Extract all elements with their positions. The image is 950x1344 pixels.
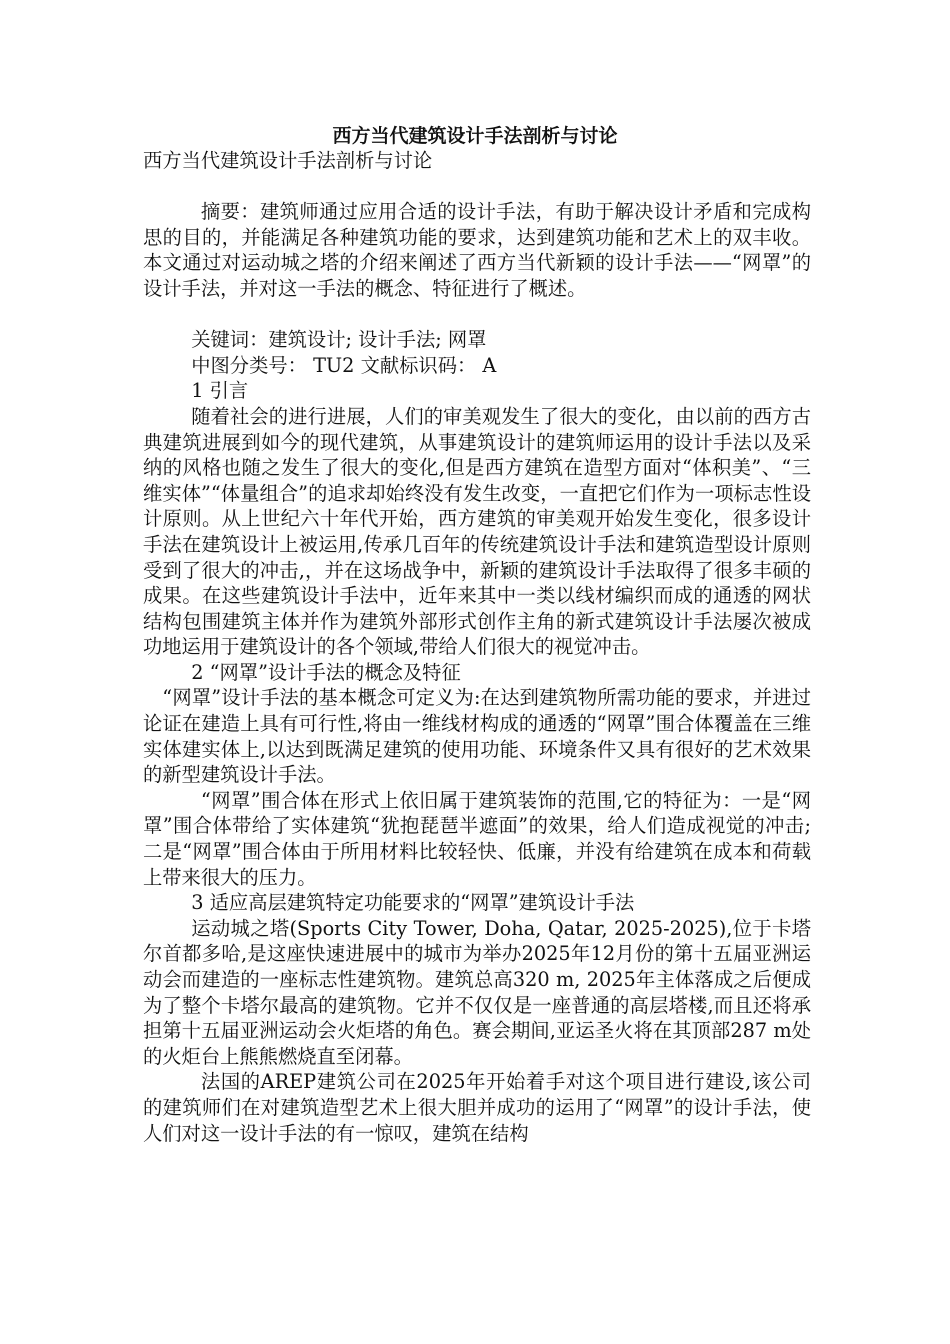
document-subtitle: 西方当代建筑设计手法剖析与讨论 <box>143 149 433 172</box>
section-3-paragraph-1: 运动城之塔(Sports City Tower, Doha, Qatar, 2025-2025),位于卡塔尔首都多哈,是这座快速进展中的城市为举办2025年12月份的第十五届亚洲运动会而建造的一座标志性建筑物。建筑总高320 m, 2025年主体落成之后便成为了整个卡塔尔最高的建筑物。它并不仅仅是一座普通的高层塔楼,而且还将承担第十五届亚洲运动会火炬塔的角色。赛会期间,亚运圣火将在其顶部287 m处的火炬台上熊熊燃烧直至闭幕。 <box>143 916 811 1068</box>
blank-line <box>143 302 811 328</box>
blank-line <box>143 174 811 200</box>
section-1-heading: 1 引言 <box>191 379 249 403</box>
document-body <box>143 148 811 1146</box>
section-3-paragraph-2: 法国的AREP建筑公司在2025年开始着手对这个项目进行建设,该公司的建筑师们在对建筑造型艺术上很大胆并成功的运用了“网罩”的设计手法，使人们对这一设计手法的有一惊叹，建筑在结构 <box>143 1070 811 1145</box>
section-2-paragraph-1: “网罩”设计手法的基本概念可定义为:在达到建筑物所需功能的要求，并进过论证在建造上具有可行性,将由一维线材构成的通透的“网罩”围合体覆盖在三维实体建实体上,以达到既满足建筑的使用功能、环境条件又具有很好的艺术效果的新型建筑设计手法。 <box>143 686 811 787</box>
document-title: 西方当代建筑设计手法剖析与讨论 <box>332 125 618 147</box>
abstract-paragraph: 摘要：建筑师通过应用合适的设计手法，有助于解决设计矛盾和完成构思的目的，并能满足各种建筑功能的要求，达到建筑功能和艺术上的双丰收。本文通过对运动城之塔的介绍来阐述了西方当代新颖的设计手法——“网罩”的设计手法，并对这一手法的概念、特征进行了概述。 <box>143 200 811 300</box>
keywords-line: 关键词：建筑设计; 设计手法; 网罩 <box>191 328 487 352</box>
section-2-paragraph-2: “网罩”围合体在形式上依旧属于建筑装饰的范围,它的特征为：一是“网罩”围合体带给了实体建筑“犹抱琵琶半遮面”的效果，给人们造成视觉的冲击;二是“网罩”围合体由于所用材料比较轻快、低廉，并没有给建筑在成本和荷载上带来很大的压力。 <box>143 788 811 889</box>
section-2-heading: 2 “网罩”设计手法的概念及特征 <box>191 660 461 684</box>
section-3-heading: 3 适应高层建筑特定功能要求的“网罩”建筑设计手法 <box>191 891 635 915</box>
section-1-paragraph: 随着社会的进行进展，人们的审美观发生了很大的变化，由以前的西方古典建筑进展到如今的现代建筑，从事建筑设计的建筑师运用的设计手法以及采纳的风格也随之发生了很大的变化,但是西方建筑在造型方面对“体积美”、“三维实体”“体量组合”的追求却始终没有发生改变，一直把它们作为一项标志性设计原则。从上世纪六十年代开始，西方建筑的审美观开始发生变化，很多设计手法在建筑设计上被运用,传承几百年的传统建筑设计手法和建筑造型设计原则受到了很大的冲击,，并在这场战争中，新颖的建筑设计手法取得了很多丰硕的成果。在这些建筑设计手法中，近年来其中一类以线材编织而成的通透的网状结构包围建筑主体并作为建筑外部形式创作主角的新式建筑设计手法屡次被成功地运用于建筑设计的各个领域,带给人们很大的视觉冲击。 <box>143 404 811 659</box>
classification-line: 中图分类号： TU2 文献标识码： A <box>191 353 497 377</box>
